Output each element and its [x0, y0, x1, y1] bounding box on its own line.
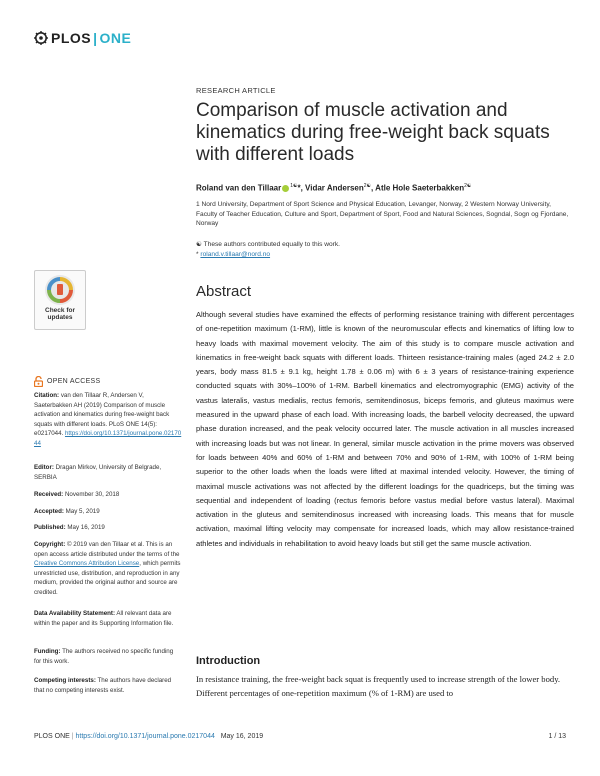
- author-1-affil: 1☯: [290, 183, 298, 189]
- citation-doi-link[interactable]: https://doi.org/10.1371/journal.pone.0217044: [34, 430, 182, 447]
- published-block: [34, 523, 182, 533]
- affiliations: 1 Nord University, Department of Sport Science and Physical Education, Levanger, Norway, 2 Western Norway University, Faculty of Teacher Education, Culture and Sport, Department of Sport, Food and Natural Sciences, Sogndal, Sogn og Fjordane, Norway: [196, 201, 569, 227]
- author-3-affil: 2☯: [464, 183, 472, 189]
- open-access-text: OPEN ACCESS: [47, 378, 101, 385]
- footer-date: May 16, 2019: [220, 733, 264, 740]
- badge-label: [35, 307, 85, 321]
- badge-line-1: Check for: [45, 307, 75, 314]
- logo-one-text: ONE: [99, 30, 132, 46]
- corresponding-email: [196, 251, 270, 258]
- author-3[interactable]: , Atle Hole Saeterbakken: [371, 183, 465, 193]
- accepted-block: [34, 507, 182, 517]
- competing-interests-block: [34, 676, 182, 695]
- data-availability-block: [34, 609, 182, 628]
- author-list: [196, 183, 576, 193]
- email-link[interactable]: roland.v.tillaar@nord.no: [200, 251, 271, 258]
- author-1[interactable]: Roland van den Tillaar: [196, 183, 282, 193]
- funding-block: [34, 647, 182, 666]
- equal-contribution-note: ☯ These authors contributed equally to this work.: [196, 241, 340, 248]
- accepted-text: May 5, 2019: [63, 508, 100, 515]
- accepted-label: Accepted:: [34, 508, 64, 515]
- logo-plos-text: PLOS: [51, 30, 92, 46]
- page-number: 1 / 13: [548, 733, 566, 740]
- footer-journal: PLOS ONE: [34, 733, 70, 740]
- orcid-icon[interactable]: [282, 185, 289, 192]
- logo-separator: |: [93, 30, 98, 46]
- open-access-label: [34, 376, 100, 387]
- citation-block: [34, 391, 182, 448]
- copyright-text-1: © 2019 van den Tillaar et al. This is an open access article distributed under the terms of the: [34, 541, 180, 558]
- footer-doi-link[interactable]: https://doi.org/10.1371/journal.pone.0217044: [75, 733, 215, 740]
- introduction-heading: Introduction: [196, 655, 261, 667]
- editor-text: Dragan Mirkov, University of Belgrade, SERBIA: [34, 464, 162, 481]
- plos-one-logo[interactable]: [34, 30, 131, 46]
- open-lock-icon: [34, 376, 43, 387]
- check-for-updates-badge[interactable]: [34, 270, 86, 330]
- abstract-body: Although several studies have examined the effects of performing resistance training with different percentages of one-repetition maximum (1-RM), little is known of the neuromuscular effects and kinematics of lifting low to heavy loads with maximal movement velocity. The aim of this study is to compare muscle activation and kinematics in free-weight back squats with different loads. Thirteen resistance-training males (aged 24.2 ± 2.0 years, body mass 81.5 ± 9.1 kg, height 1.78 ± 0.06 m) with 6 ± 3 years of resistance-training experience conducted squats with 30%–100% of 1-RM. Barbell kinematics and electromyographic (EMG) activity of the vastus lateralis, vastus medialis, rectus femoris, semitendinosus, biceps femoris, and gluteus maximus were measured in the upward phase of each load. With increasing loads, the barbell velocity decreased, the upward phase duration increased, and the peak velocity occurred later. The muscle activation in all muscles increased with increasing loads but was not linear. In general, similar muscle activation in the prime movers was observed for loads between 40% and 60% of 1-RM and between 70% and 90% of 1-RM, with 100% of 1-RM being superior to the other loads when the loads were lifted at maximal intended velocity. However, the timing of maximal muscle activations was not affected by the different loadings for the quadriceps, but the timing was sequential and independent of loading (rectus femoris before vastus medial before vastus lateral). Maximal activation in the gluteus and semitendinosus increased with increasing loads. This means that for muscle activation, maximal lifting velocity may compensate for increased loads, which may allow resistance-trained athletes and individuals in rehabilitation to avoid heavy loads but still get the same muscle activation.: [196, 310, 574, 548]
- received-text: November 30, 2018: [63, 491, 120, 498]
- author-2[interactable]: , Vidar Andersen: [300, 183, 364, 193]
- badge-line-2: updates: [47, 314, 73, 321]
- received-block: [34, 490, 182, 500]
- citation-label: Citation:: [34, 392, 60, 399]
- copyright-text-2: , which permits unrestricted use, distribution, and reproduction in any medium, provided the original author and source are credited.: [34, 560, 181, 596]
- funding-label: Funding:: [34, 648, 61, 655]
- data-availability-label: Data Availability Statement:: [34, 610, 116, 617]
- footer-citation: [34, 733, 263, 740]
- check-updates-icon: [45, 275, 75, 305]
- copyright-label: Copyright:: [34, 541, 66, 548]
- corresponding-mark: *: [297, 183, 301, 193]
- copyright-block: [34, 540, 182, 597]
- competing-interests-text: The authors have declared that no competing interests exist.: [34, 677, 172, 694]
- citation-text: van den Tillaar R, Andersen V, Saeterbakken AH (2019) Comparison of muscle activation and kinematics during free-weight back squats with different loads. PLoS ONE 14(5): e0217044.: [34, 392, 170, 437]
- license-link[interactable]: Creative Commons Attribution License: [34, 560, 140, 567]
- abstract-heading: Abstract: [196, 283, 252, 300]
- footer-separator: |: [69, 733, 76, 740]
- editor-label: Editor:: [34, 464, 54, 471]
- article-type: RESEARCH ARTICLE: [196, 86, 276, 95]
- introduction-body: In resistance training, the free-weight back squat is frequently used to increase strength of the lower body. Different percentages of one-repetition maximum (% of 1-RM) are used to: [196, 674, 561, 698]
- data-availability-text: All relevant data are within the paper and its Supporting Information file.: [34, 610, 174, 627]
- email-mark: *: [196, 251, 199, 258]
- funding-text: The authors received no specific funding for this work.: [34, 648, 174, 665]
- published-label: Published:: [34, 524, 66, 531]
- page-footer: [34, 733, 566, 740]
- published-text: May 16, 2019: [65, 524, 105, 531]
- editor-block: [34, 463, 182, 482]
- competing-interests-label: Competing interests:: [34, 677, 96, 684]
- article-title: Comparison of muscle activation and kinematics during free-weight back squats with different loads: [196, 100, 550, 165]
- plos-logo-icon: [34, 31, 48, 45]
- received-label: Received:: [34, 491, 64, 498]
- author-2-affil: 2☯: [363, 183, 372, 189]
